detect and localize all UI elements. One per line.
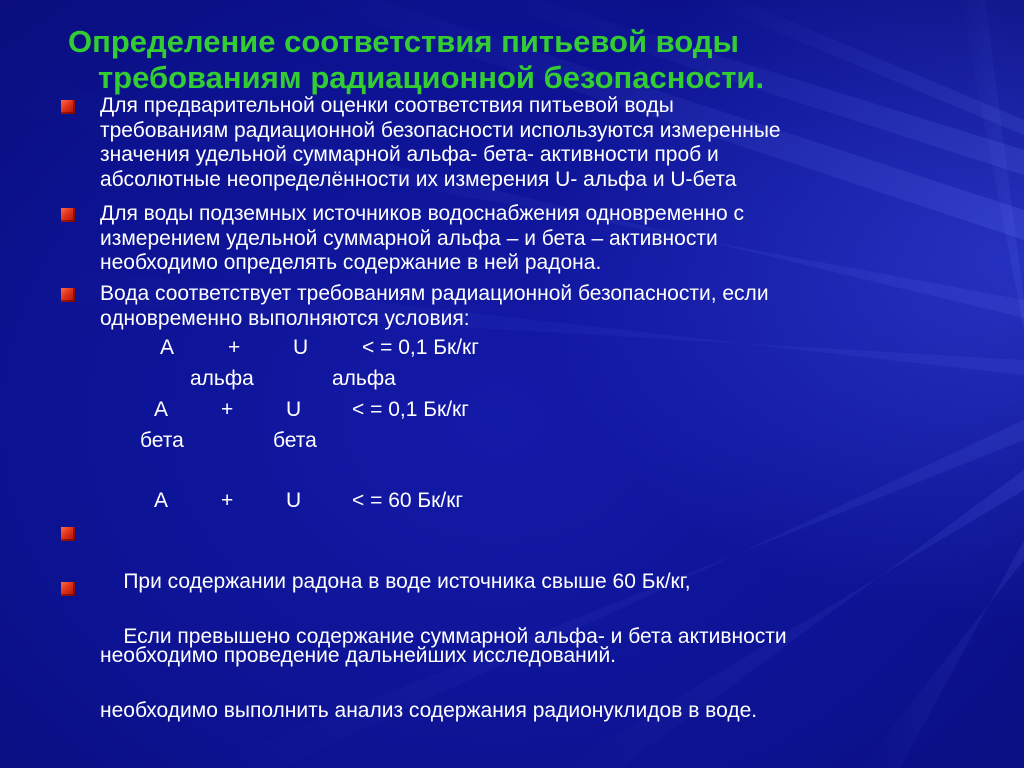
- formula-u: U: [286, 398, 302, 421]
- bullet-line: необходимо определять содержание в ней радона.: [100, 251, 602, 274]
- bullet-marker-icon: [61, 582, 75, 596]
- bullet-marker-icon: [61, 527, 75, 541]
- formula-a: А: [154, 489, 169, 512]
- bullet-line: необходимо проведение дальнейших исследований.: [100, 643, 617, 667]
- formula-condition: < = 0,1 Бк/кг: [352, 398, 469, 421]
- bullet-line: Для предварительной оценки соответствия питьевой воды: [100, 94, 674, 117]
- bullet-line: требованиям радиационной безопасности используются измеренные: [100, 118, 781, 142]
- bullet-line: абсолютные неопределённости их измерения U- альфа и U-бета: [100, 167, 737, 191]
- bullet-line: При содержании радона в воде источника свыше 60 Бк/кг,: [100, 570, 691, 593]
- formula-sub-a: бета: [140, 429, 184, 452]
- formula-sub-u: альфа: [332, 367, 396, 390]
- bullet-item-3: [100, 282, 980, 331]
- formula-plus: +: [221, 489, 234, 512]
- formula-condition: < = 0,1 Бк/кг: [362, 336, 479, 359]
- bullet-line: Если превышено содержание суммарной альфа- и бета активности: [100, 625, 787, 648]
- formula-a: А: [160, 336, 175, 359]
- formula-condition: < = 60 Бк/кг: [352, 489, 464, 512]
- bullet-marker-icon: [61, 100, 75, 114]
- bullet-marker-icon: [61, 208, 75, 222]
- bullet-line: одновременно выполняются условия:: [100, 306, 470, 330]
- bullet-line: значения удельной суммарной альфа- бета- активности проб и: [100, 143, 719, 166]
- bullet-marker-icon: [61, 288, 75, 302]
- formula-sub-a: альфа: [190, 367, 254, 390]
- formula-u: U: [293, 336, 309, 359]
- formula-sub-u: бета: [273, 429, 317, 452]
- bullet-line: Для воды подземных источников водоснабжения одновременно с: [100, 202, 745, 225]
- title-line-2: требованиям радиационной безопасности.: [98, 60, 765, 95]
- bullet-item-2: [100, 202, 980, 276]
- formula-plus: +: [228, 336, 241, 359]
- bullet-line: необходимо выполнить анализ содержания радионуклидов в воде.: [100, 698, 758, 722]
- title-line-1: Определение соответствия питьевой воды: [68, 24, 739, 59]
- bullet-line: Вода соответствует требованиям радиационной безопасности, если: [100, 282, 769, 305]
- bullet-line: измерением удельной суммарной альфа – и бета – активности: [100, 226, 718, 250]
- bullet-item-5: [100, 576, 980, 768]
- formula-u: U: [286, 489, 302, 512]
- bullet-item-1: [100, 94, 980, 192]
- formula-plus: +: [221, 398, 234, 421]
- formula-a: А: [154, 398, 169, 421]
